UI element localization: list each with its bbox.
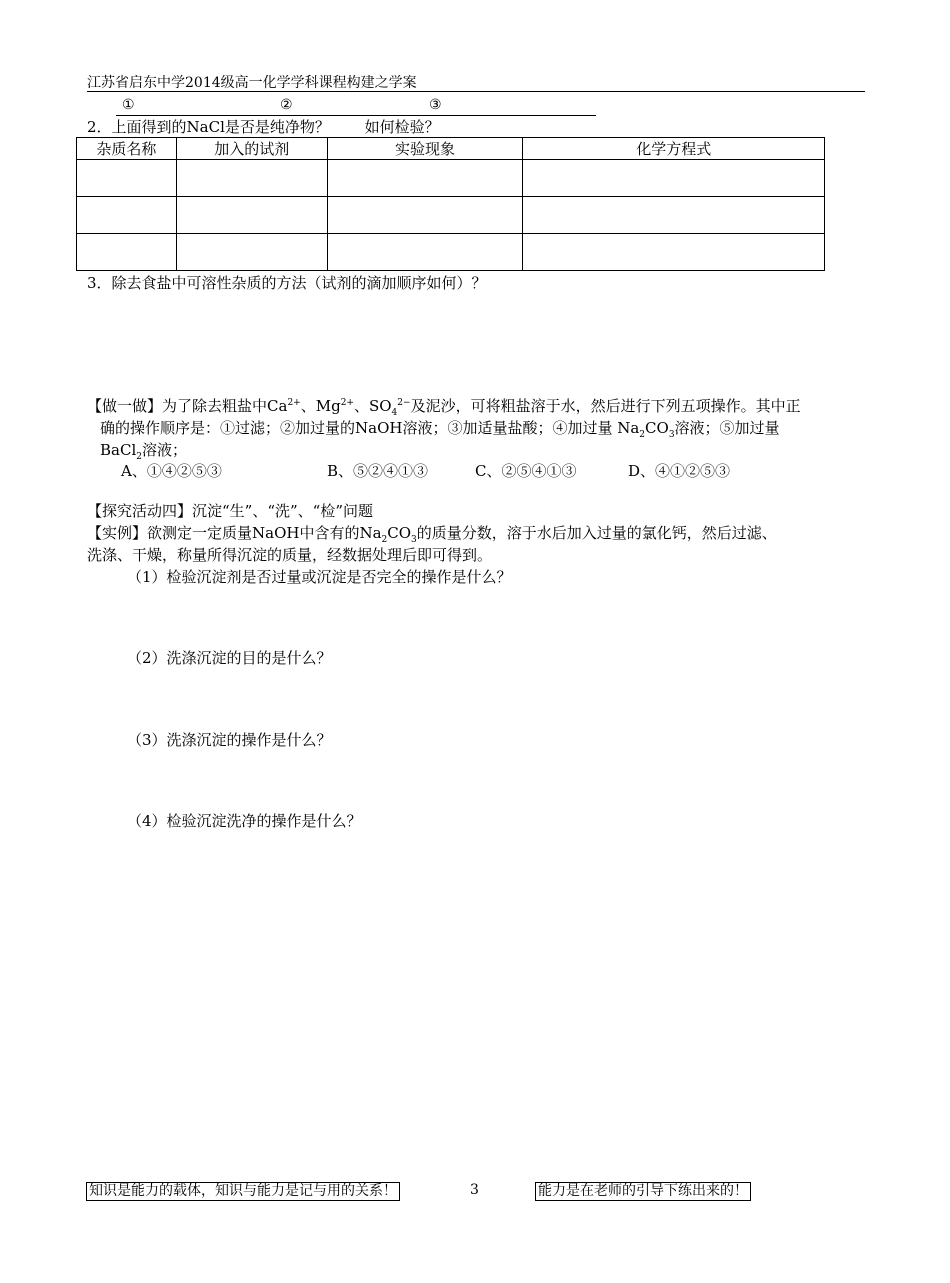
table-header-row [77, 138, 825, 160]
option-b: B、⑤②④①③ [327, 462, 429, 480]
impurity-table [76, 137, 825, 271]
option-c: C、②⑤④①③ [475, 462, 577, 480]
table-cell[interactable] [176, 234, 327, 271]
option-a: A、①④②⑤③ [121, 462, 222, 480]
question-item: （4）检验沉淀洗净的操作是什么？ [127, 812, 362, 830]
answer-blank-line [116, 97, 596, 116]
question-item: （3）洗涤沉淀的操作是什么？ [127, 731, 332, 749]
table-cell[interactable] [523, 234, 825, 271]
table-cell[interactable] [327, 197, 523, 234]
activity-4-title: 【探究活动四】沉淀“生”、“洗”、“检”问题 [87, 502, 374, 520]
col-header-impurity: 杂质名称 [77, 138, 177, 160]
page-header: 江苏省启东中学2014级高一化学学科课程构建之学案 [87, 75, 417, 91]
exercise-line-3: BaCl$_2$溶液； [100, 441, 187, 462]
col-header-phenomenon: 实验现象 [327, 138, 523, 160]
col-header-reagent: 加入的试剂 [176, 138, 327, 160]
question-3: 3．除去食盐中可溶性杂质的方法（试剂的滴加顺序如何）？ [87, 274, 487, 292]
header-rule [87, 91, 865, 92]
blank-label-3: ③ [429, 97, 442, 113]
question-2: 2．上面得到的NaCl是否是纯净物？ 如何检验？ [87, 118, 440, 136]
table-row [77, 234, 825, 271]
example-line-1: 【实例】欲测定一定质量NaOH中含有的$Na_2CO_3$的质量分数，溶于水后加入过量的氯化钙，然后过滤、 [87, 524, 777, 545]
table-row [77, 160, 825, 197]
table-cell[interactable] [176, 160, 327, 197]
blank-label-1: ① [122, 97, 135, 113]
table-cell[interactable] [327, 160, 523, 197]
table-row [77, 197, 825, 234]
table-cell[interactable] [523, 197, 825, 234]
footer-motto-left: 知识是能力的载体，知识与能力是记与用的关系！ [86, 1182, 400, 1201]
table-cell[interactable] [523, 160, 825, 197]
col-header-equation: 化学方程式 [523, 138, 825, 160]
exercise-line-1: 【做一做】为了除去粗盐中$Ca^{2+}$、$Mg^{2+}$、$SO_4^{2-}$及泥沙，可将粗盐溶于水，然后进行下列五项操作。其中正 [87, 397, 801, 418]
table-cell[interactable] [77, 234, 177, 271]
example-tag: 【实例】 [87, 524, 148, 542]
option-d: D、④①②⑤③ [628, 462, 731, 480]
blank-label-2: ② [280, 97, 293, 113]
table-cell[interactable] [77, 197, 177, 234]
page-number: 3 [470, 1182, 479, 1198]
table-cell[interactable] [77, 160, 177, 197]
question-item: （2）洗涤沉淀的目的是什么？ [127, 649, 332, 667]
question-item: （1）检验沉淀剂是否过量或沉淀是否完全的操作是什么？ [127, 568, 512, 586]
table-cell[interactable] [327, 234, 523, 271]
example-line-2: 洗涤、干燥，称量所得沉淀的质量，经数据处理后即可得到。 [87, 546, 493, 564]
footer-motto-right: 能力是在老师的引导下练出来的！ [535, 1182, 751, 1201]
exercise-line-2: 确的操作顺序是：①过滤；②加过量的NaOH溶液；③加适量盐酸；④加过量 $Na_2CO_3$溶液；⑤加过量 [100, 419, 780, 440]
table-cell[interactable] [176, 197, 327, 234]
exercise-tag: 【做一做】 [87, 397, 163, 415]
